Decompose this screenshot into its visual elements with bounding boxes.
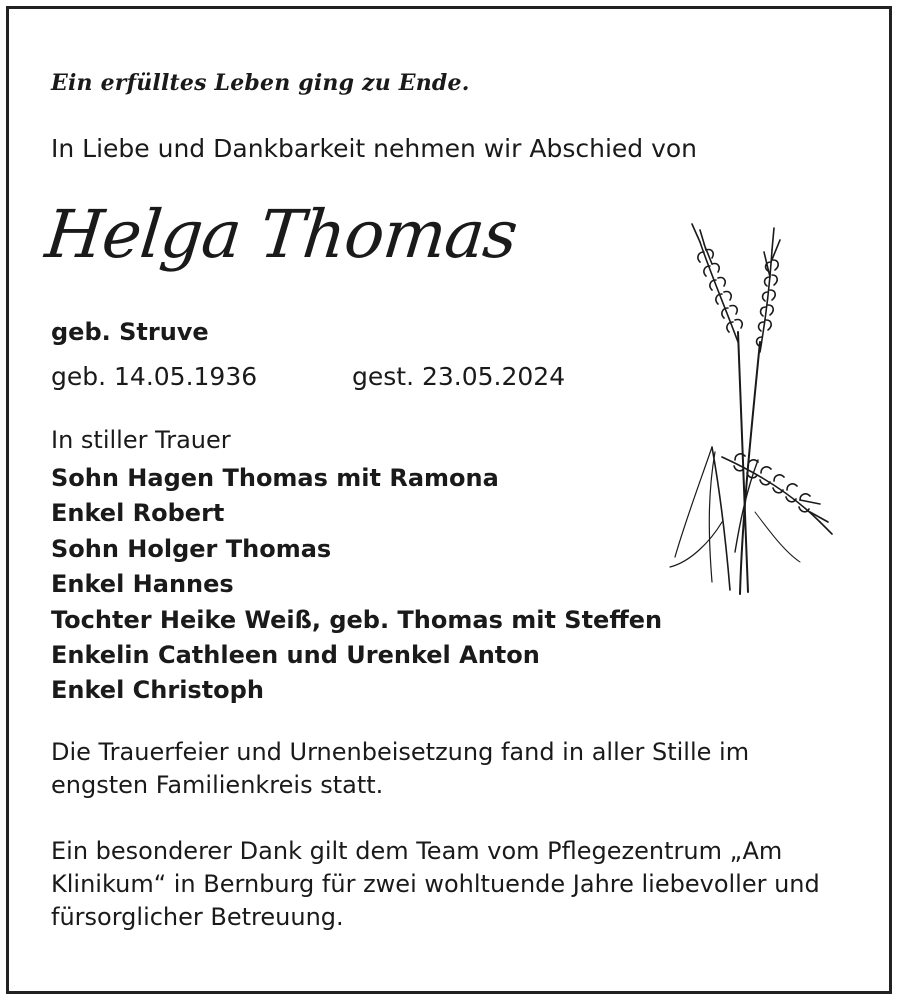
mourner-item: Enkel Christoph bbox=[51, 676, 264, 705]
mourner-item: Enkel Robert bbox=[51, 499, 225, 528]
funeral-text: Die Trauerfeier und Urnenbeisetzung fand in aller Stille im engsten Familienkreis statt. bbox=[51, 738, 750, 799]
wheat-ears-icon bbox=[660, 222, 835, 597]
intro-line: In Liebe und Dankbarkeit nehmen wir Abschied von bbox=[51, 134, 698, 163]
maiden-name: geb. Struve bbox=[51, 318, 209, 346]
deceased-name: Helga Thomas bbox=[41, 196, 521, 273]
mourner-item: Enkelin Cathleen und Urenkel Anton bbox=[51, 641, 540, 670]
mourners-list bbox=[51, 461, 662, 709]
thanks-text: Ein besonderer Dank gilt dem Team vom Pflegezentrum „Am Klinikum“ in Bernburg für zwei wohltuende Jahre liebevoller und fürsorglicher Betreuung. bbox=[51, 837, 820, 931]
mourner-item: Sohn Holger Thomas bbox=[51, 534, 332, 563]
death-date: gest. 23.05.2024 bbox=[352, 362, 566, 391]
motto: Ein erfülltes Leben ging zu Ende. bbox=[51, 70, 470, 96]
mourner-item: Sohn Hagen Thomas mit Ramona bbox=[51, 464, 499, 492]
mourner-item: Tochter Heike Weiß, geb. Thomas mit Steffen bbox=[51, 605, 663, 634]
mourning-heading: In stiller Trauer bbox=[51, 426, 231, 454]
mourner-item: Enkel Hannes bbox=[51, 570, 234, 599]
birth-date: geb. 14.05.1936 bbox=[51, 362, 258, 391]
